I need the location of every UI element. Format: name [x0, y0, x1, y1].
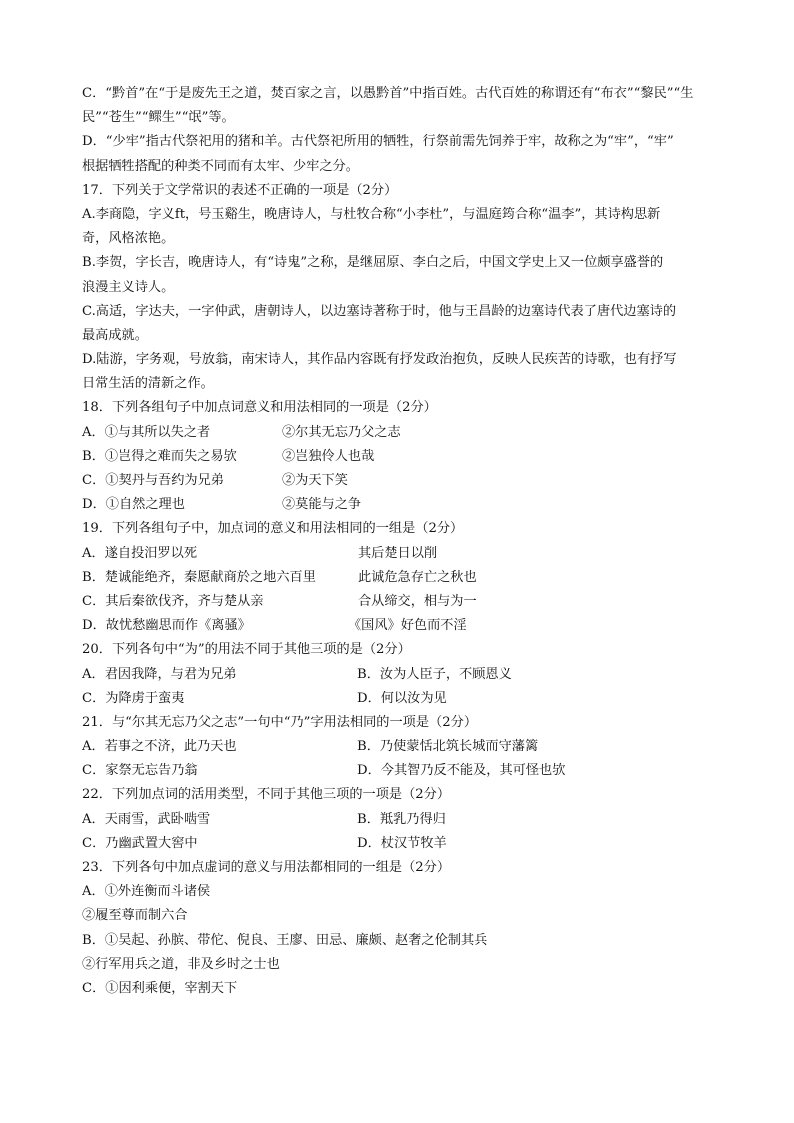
- q19-option-b-part1: B．楚诚能绝齐，秦愿献商於之地六百里: [82, 569, 316, 585]
- q19-option-b-part2: 此诚危急存亡之秋也: [358, 569, 477, 585]
- q18-option-b: [82, 445, 722, 469]
- q16-option-d-line2: 根据牺牲搭配的种类不同而有太牢、少牢之分。: [82, 158, 359, 174]
- q18-option-b-part2: ②岂独伶人也哉: [282, 448, 375, 464]
- q17-option-b-line2: 浪漫主义诗人。: [82, 279, 175, 295]
- q23-option-c-item1: C．①因利乘便，宰割天下: [82, 980, 238, 996]
- q19-option-d-part1: D．故忧愁幽思而作《离骚》: [82, 618, 251, 634]
- q18-option-a-part2: ②尔其无忘乃父之志: [282, 424, 401, 440]
- q21-option-b: B．乃使蒙恬北筑长城而守藩篱: [357, 739, 539, 755]
- q19-option-c-part2: 合从缔交，相与为一: [358, 593, 477, 609]
- q22-option-b: B．羝乳乃得归: [357, 811, 446, 827]
- q17-option-b-line1: B.李贺，字长吉，晚唐诗人，有“诗鬼”之称，是继屈原、李白之后，中国文学史上又一位颇享盛誉的: [82, 255, 664, 271]
- q17-option-c-line1: C.高适，字达夫，一字仲武，唐朝诗人，以边塞诗著称于时，他与王昌龄的边塞诗代表了唐代边塞诗的: [82, 303, 677, 319]
- q18-option-c: [82, 469, 722, 493]
- q17-stem: 17．下列关于文学常识的表述不正确的一项是（2分）: [82, 182, 398, 198]
- q22-option-c: C．乃幽武置大窖中: [82, 835, 198, 851]
- q19-option-d: [82, 614, 722, 638]
- q21-stem: 21．与“尔其无忘乃父之志”一句中“乃”字用法相同的一项是（2分）: [82, 714, 478, 730]
- q20-option-b: B．汝为人臣子，不顾恩义: [357, 666, 512, 682]
- q17-option-d-line1: D.陆游，字务观，号放翁，南宋诗人，其作品内容既有抒发政治抱负，反映人民疾苦的诗歌，也有抒写: [82, 352, 677, 368]
- q17-option-a-line1: A.李商隐，字义ft，号玉谿生，晚唐诗人，与杜牧合称“小李杜”，与温庭筠合称“温李”，其诗构思新: [82, 206, 661, 222]
- q19-option-b: [82, 566, 722, 590]
- q18-option-d-part1: D．①自然之理也: [82, 497, 185, 513]
- q20-stem: 20．下列各句中“为”的用法不同于其他三项的是（2分）: [82, 642, 411, 658]
- q16-option-c-line2: 民”“苍生”“鳏生”“氓”等。: [82, 110, 235, 126]
- q18-stem: 18．下列各组句子中加点词意义和用法相同的一项是（2分）: [82, 400, 437, 416]
- q16-option-d-line1: D．“少牢”指古代祭祀用的猪和羊。古代祭祀所用的牺牲，行祭前需先饲养于牢，故称之为“牢”，“牢”: [82, 134, 674, 150]
- q23-option-a-item1: A．①外连衡而斗诸侯: [82, 884, 211, 900]
- q21-options-row2: [82, 759, 722, 783]
- q23-option-a-item2: ②履至尊而制六合: [82, 908, 188, 924]
- q18-option-a: [82, 421, 722, 445]
- q20-options-row2: [82, 687, 722, 711]
- q19-option-c: [82, 590, 722, 614]
- q21-option-a: A．若事之不济，此乃天也: [82, 739, 237, 755]
- q19-option-a: [82, 542, 722, 566]
- q18-option-a-part1: A．①与其所以失之者: [82, 424, 211, 440]
- q17-option-d-line2: 日常生活的清新之作。: [82, 376, 214, 392]
- q17-option-a-line2: 奇，风格浓艳。: [82, 231, 175, 247]
- q19-option-a-part1: A．遂自投汨罗以死: [82, 545, 198, 561]
- q20-option-d: D．何以汝为见: [357, 690, 447, 706]
- q23-option-b-item1: B．①吴起、孙膑、带佗、倪良、王廖、田忌、廉颇、赵奢之伦制其兵: [82, 932, 488, 948]
- q20-option-a: A．君因我降，与君为兄弟: [82, 666, 237, 682]
- q18-option-d: [82, 493, 722, 517]
- q19-option-d-part2: 《国风》好色而不淫: [348, 618, 467, 634]
- q21-option-d: D．今其智乃反不能及，其可怪也欤: [357, 763, 566, 779]
- exam-page: [82, 82, 722, 1001]
- q18-option-c-part2: ②为天下笑: [282, 473, 348, 488]
- q20-options-row1: [82, 663, 722, 687]
- q22-option-d: D．杖汉节牧羊: [357, 835, 447, 851]
- q19-stem: 19．下列各组句子中，加点词的意义和用法相同的一组是（2分）: [82, 521, 464, 537]
- q17-option-c-line2: 最高成就。: [82, 327, 148, 343]
- q16-option-c-line1: C．“黔首”在“于是废先王之道，焚百家之言，以愚黔首”中指百姓。古代百姓的称谓还有“布衣”“黎民”“生: [82, 86, 694, 101]
- q22-options-row1: [82, 808, 722, 832]
- q22-options-row2: [82, 832, 722, 856]
- q21-options-row1: [82, 735, 722, 759]
- q18-option-d-part2: ②莫能与之争: [282, 497, 362, 513]
- q18-option-c-part1: C．①契丹与吾约为兄弟: [82, 473, 224, 488]
- q19-option-a-part2: 其后楚日以削: [358, 545, 438, 561]
- q22-option-a: A．天雨雪，武卧啮雪: [82, 811, 211, 827]
- q23-stem: 23．下列各句中加点虚词的意义与用法都相同的一组是（2分）: [82, 860, 451, 875]
- q18-option-b-part1: B．①岂得之难而失之易欤: [82, 448, 237, 464]
- q21-option-c: C．家祭无忘告乃翁: [82, 763, 198, 779]
- q23-option-b-item2: ②行军用兵之道，非及乡时之士也: [82, 956, 280, 972]
- q20-option-c: C．为降虏于蛮夷: [82, 690, 185, 706]
- q22-stem: 22．下列加点词的活用类型，不同于其他三项的一项是（2分）: [82, 787, 451, 803]
- q19-option-c-part1: C．其后秦欲伐齐，齐与楚从亲: [82, 593, 264, 609]
